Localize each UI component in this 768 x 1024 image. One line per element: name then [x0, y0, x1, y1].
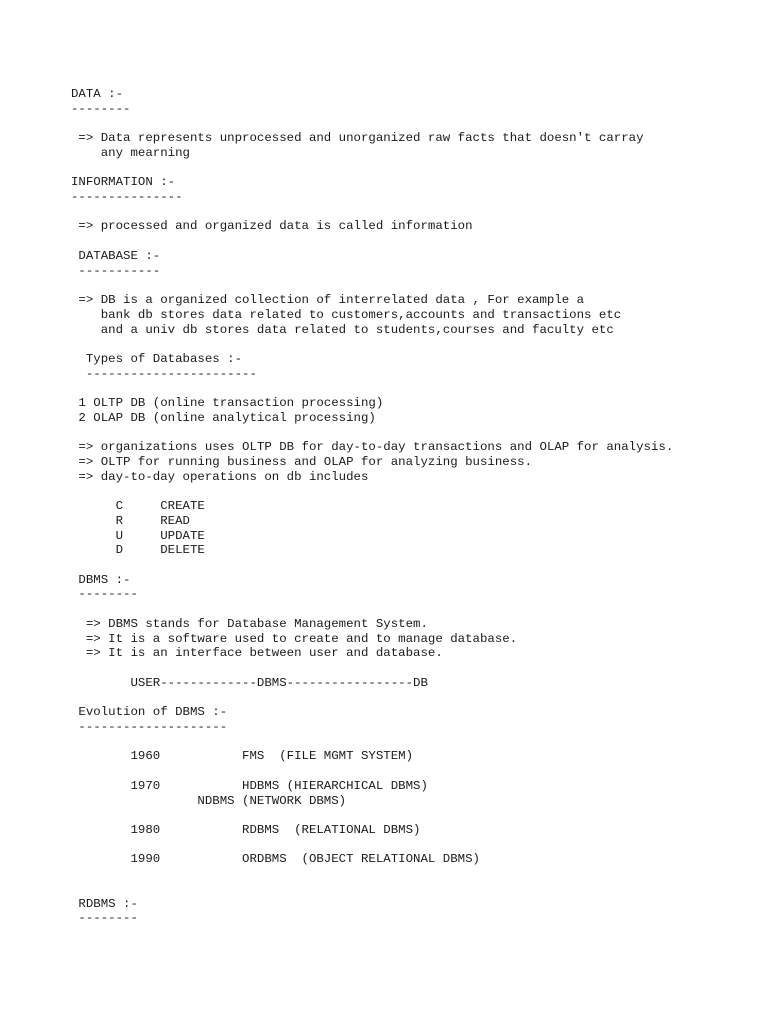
blank-line: [71, 661, 673, 676]
text-line: => day-to-day operations on db includes: [71, 469, 369, 484]
blank-line: [71, 205, 673, 220]
text-line: D DELETE: [71, 543, 205, 558]
text-line: 1980 RDBMS (RELATIONAL DBMS): [71, 822, 421, 837]
blank-line: [71, 426, 673, 441]
blank-line: [71, 764, 673, 779]
blank-line: [71, 808, 673, 823]
blank-line: [71, 484, 673, 499]
text-line: and a univ db stores data related to students,courses and faculty etc: [71, 322, 614, 337]
text-line: => It is an interface between user and database.: [71, 646, 443, 661]
blank-line: [71, 278, 673, 293]
text-line: C CREATE: [71, 499, 205, 514]
blank-line: [71, 735, 673, 750]
blank-line: [71, 337, 673, 352]
blank-line: [71, 161, 673, 176]
text-line: DATA :-: [71, 87, 124, 101]
blank-line: [71, 838, 673, 853]
blank-line: [71, 867, 673, 882]
text-line: 1960 FMS (FILE MGMT SYSTEM): [71, 749, 414, 764]
text-line: any mearning: [71, 145, 190, 160]
blank-line: [71, 602, 673, 617]
text-line: -----------: [71, 263, 161, 278]
blank-line: [71, 690, 673, 705]
text-line: DBMS :-: [71, 572, 131, 587]
text-line: => processed and organized data is called information: [71, 219, 473, 234]
text-line: --------: [71, 587, 138, 602]
text-line: Types of Databases :-: [71, 351, 243, 366]
text-line: 2 OLAP DB (online analytical processing): [71, 410, 376, 425]
text-line: => Data represents unprocessed and unorganized raw facts that doesn't carray: [71, 131, 644, 146]
text-line: INFORMATION :-: [71, 175, 176, 190]
blank-line: [71, 558, 673, 573]
text-line: Evolution of DBMS :-: [71, 705, 228, 720]
text-line: --------------------: [71, 719, 228, 734]
blank-line: [71, 116, 673, 131]
blank-line: [71, 234, 673, 249]
text-line: -----------------------: [71, 366, 257, 381]
text-line: --------: [71, 101, 131, 116]
text-line: bank db stores data related to customers,accounts and transactions etc: [71, 307, 622, 322]
text-line: 1970 HDBMS (HIERARCHICAL DBMS): [71, 778, 428, 793]
text-line: 1990 ORDBMS (OBJECT RELATIONAL DBMS): [71, 852, 480, 867]
text-line: 1 OLTP DB (online transaction processing): [71, 396, 384, 411]
text-line: => It is a software used to create and to manage database.: [71, 631, 518, 646]
text-line: R READ: [71, 513, 190, 528]
text-line: USER-------------DBMS-----------------DB: [71, 675, 428, 690]
text-line: => DB is a organized collection of interrelated data , For example a: [71, 293, 585, 308]
document-text: [71, 87, 673, 926]
text-line: DATABASE :-: [71, 248, 161, 263]
blank-line: [71, 882, 673, 897]
text-line: --------: [71, 911, 138, 926]
blank-line: [71, 381, 673, 396]
text-line: ---------------: [71, 190, 183, 205]
text-line: U UPDATE: [71, 528, 205, 543]
text-line: => OLTP for running business and OLAP for analyzing business.: [71, 454, 533, 469]
text-line: => organizations uses OLTP DB for day-to-day transactions and OLAP for analysis.: [71, 440, 674, 455]
text-line: => DBMS stands for Database Management System.: [71, 616, 428, 631]
text-line: NDBMS (NETWORK DBMS): [71, 793, 347, 808]
text-line: RDBMS :-: [71, 896, 138, 911]
